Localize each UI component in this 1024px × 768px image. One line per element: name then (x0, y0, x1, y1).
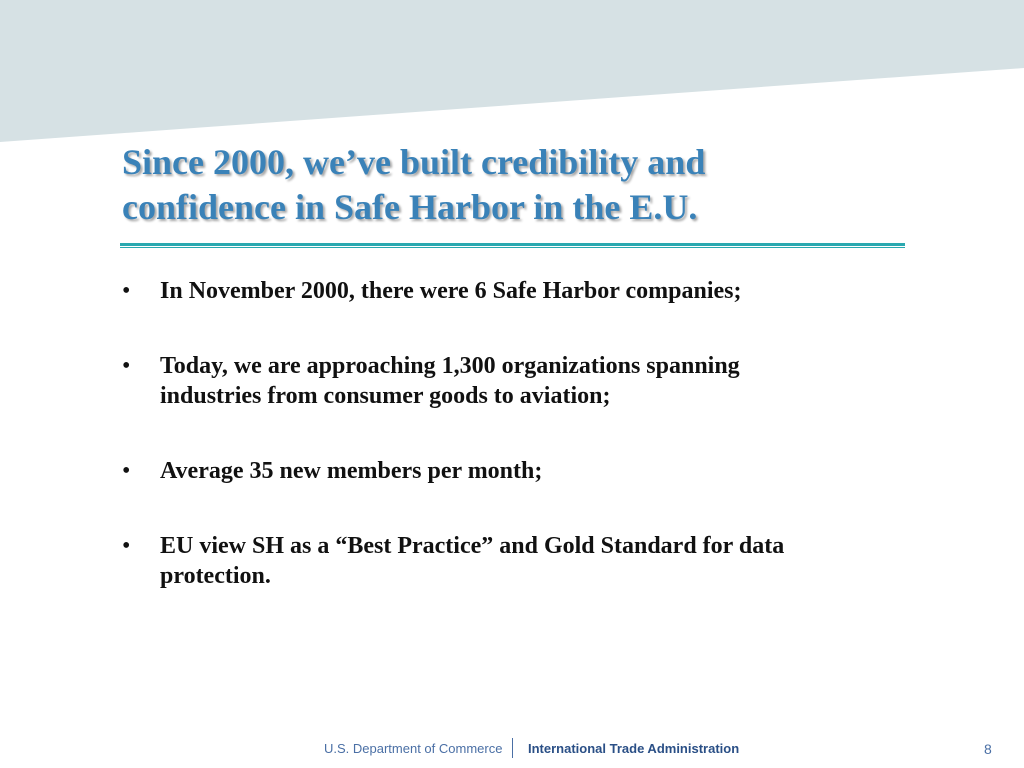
bullet-text-2a: Today, we are approaching 1,300 organizations spanning (160, 353, 740, 379)
bullet-item-2 (122, 351, 922, 411)
footer-agency: International Trade Administration (528, 741, 740, 756)
bullet-text-2b: industries from consumer goods to aviation; (160, 383, 611, 409)
bullet-text-4a: EU view SH as a “Best Practice” and Gold Standard for data (160, 533, 785, 559)
header-band-shape (0, 0, 1024, 142)
title-line-2: confidence in Safe Harbor in the E.U. (122, 187, 698, 227)
bullet-item-1 (122, 276, 922, 306)
title-underline-thick (120, 243, 905, 246)
page-number: 8 (984, 741, 992, 757)
title-line-1: Since 2000, we’ve built credibility and (122, 142, 706, 182)
footer-separator (512, 738, 513, 758)
bullet-icon: • (122, 353, 131, 379)
bullet-icon: • (122, 533, 131, 559)
title-underline-thin (120, 247, 905, 248)
header-band-graphic (0, 0, 1024, 145)
slide-title (122, 140, 922, 230)
bullet-text-1: In November 2000, there were 6 Safe Harbor companies; (160, 278, 742, 304)
bullet-icon: • (122, 278, 131, 304)
footer-department: U.S. Department of Commerce (324, 741, 503, 756)
bullet-text-3: Average 35 new members per month; (160, 458, 543, 484)
bullet-text-4b: protection. (160, 563, 271, 589)
bullet-item-4 (122, 531, 922, 591)
bullet-list (122, 276, 922, 636)
bullet-item-3 (122, 456, 922, 486)
title-underline (120, 243, 905, 249)
bullet-icon: • (122, 458, 131, 484)
